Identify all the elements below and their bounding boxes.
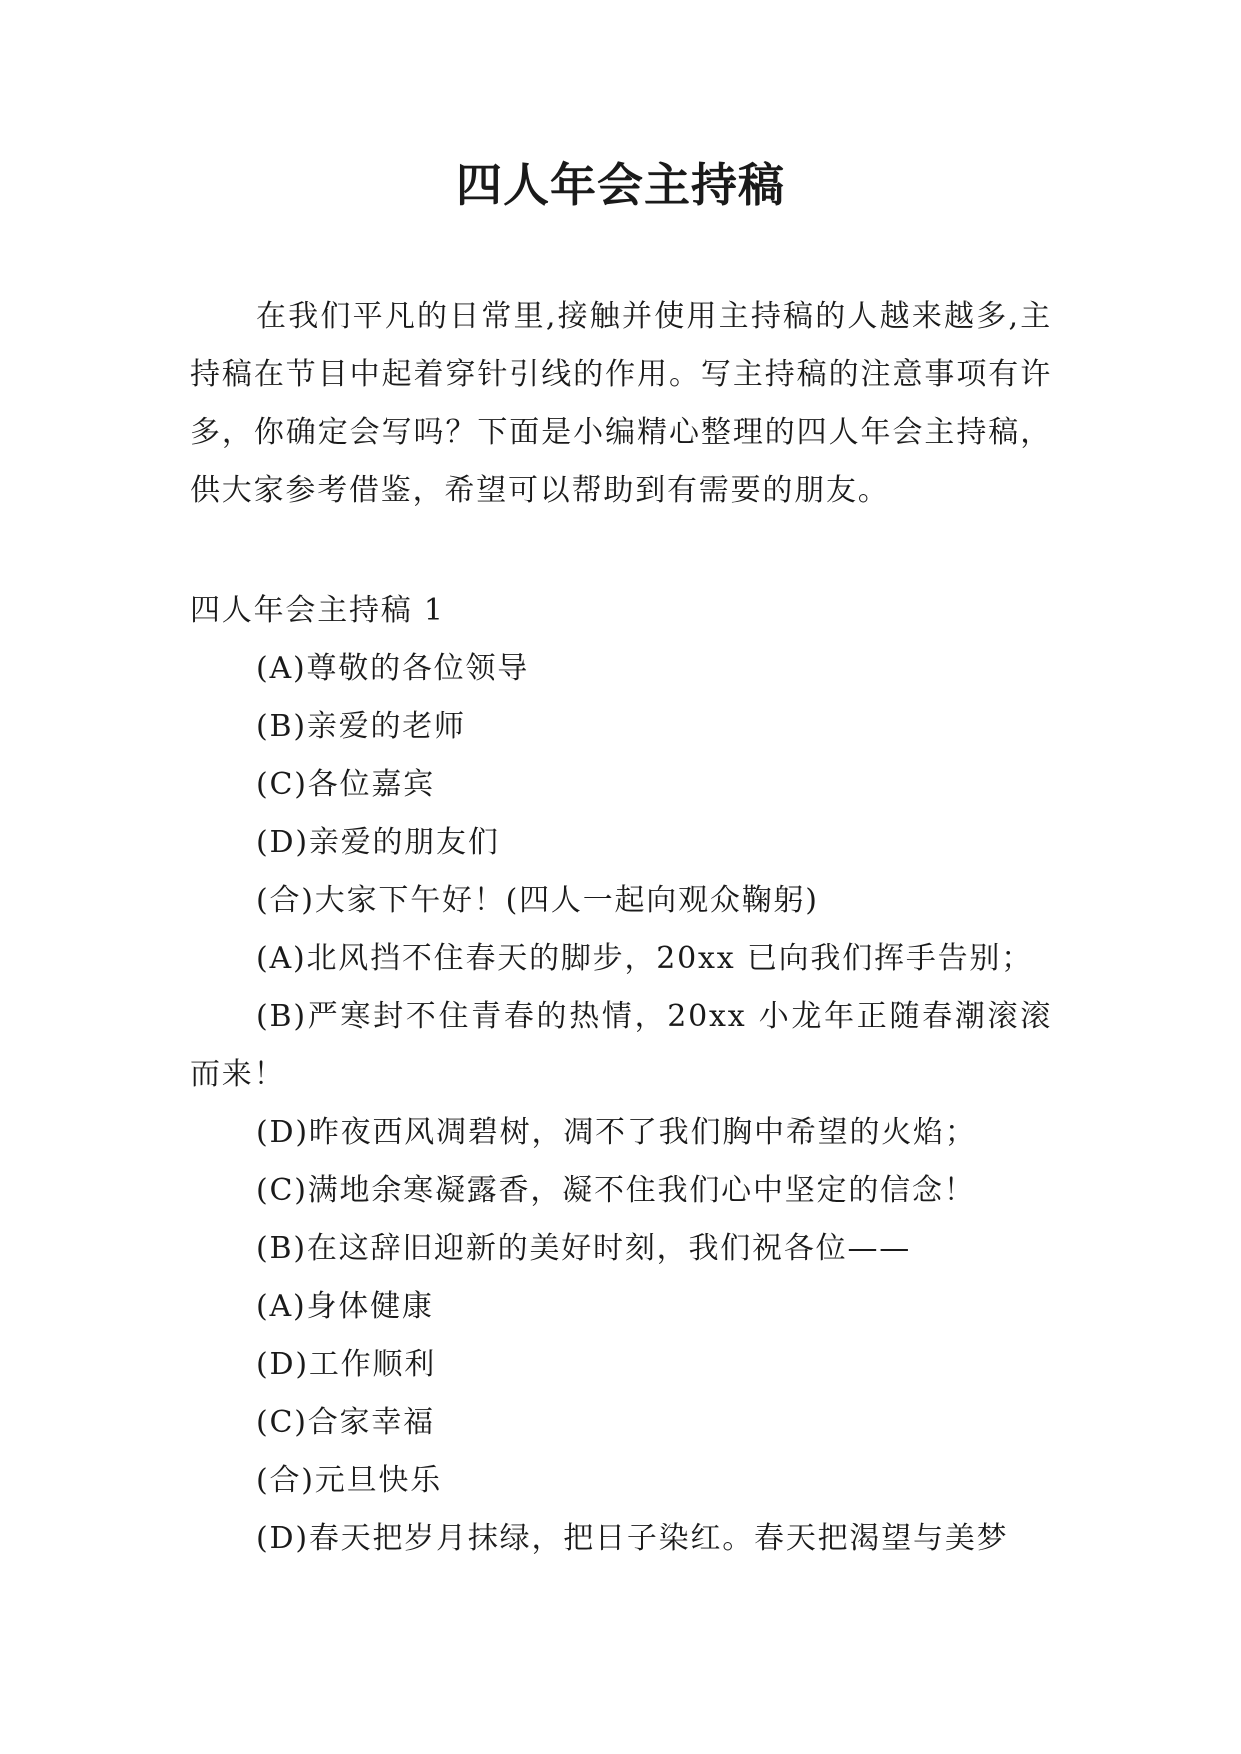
script-line: (B)亲爱的老师 xyxy=(256,709,466,744)
script-line: (C)合家幸福 xyxy=(256,1405,435,1440)
script-line: (合)大家下午好！(四人一起向观众鞠躬) xyxy=(256,883,819,918)
script-line: (D)工作顺利 xyxy=(256,1347,437,1382)
script-line: (C)满地余寒凝露香，凝不住我们心中坚定的信念！ xyxy=(256,1173,976,1208)
script-line: (A)北风挡不住春天的脚步，20xx 已向我们挥手告别； xyxy=(256,941,1034,976)
script-line: (C)各位嘉宾 xyxy=(256,767,435,802)
document-title: 四人年会主持稿 xyxy=(456,158,785,212)
script-line: (D)昨夜西风凋碧树，凋不了我们胸中希望的火焰； xyxy=(256,1115,977,1150)
script-line: (D)春天把岁月抹绿，把日子染红。春天把渴望与美梦 xyxy=(256,1521,1009,1556)
script-line: (B)严寒封不住青春的热情，20xx 小龙年正随春潮滚滚而来！ xyxy=(190,999,1052,1092)
intro-paragraph: 在我们平凡的日常里,接触并使用主持稿的人越来越多,主持稿在节目中起着穿针引线的作用。写主持稿的注意事项有许多，你确定会写吗？下面是小编精心整理的四人年会主持稿，供大家参考借鉴，希望可以帮助到有需要的朋友。 xyxy=(190,299,1052,508)
script-line: (B)在这辞旧迎新的美好时刻，我们祝各位—— xyxy=(256,1231,912,1266)
section-title: 四人年会主持稿 1 xyxy=(190,593,445,628)
document-body xyxy=(190,582,1052,1568)
script-line: (D)亲爱的朋友们 xyxy=(256,825,500,860)
script-line: (A)身体健康 xyxy=(256,1289,434,1324)
script-line: (A)尊敬的各位领导 xyxy=(256,651,530,686)
script-line: (合)元旦快乐 xyxy=(256,1463,443,1498)
